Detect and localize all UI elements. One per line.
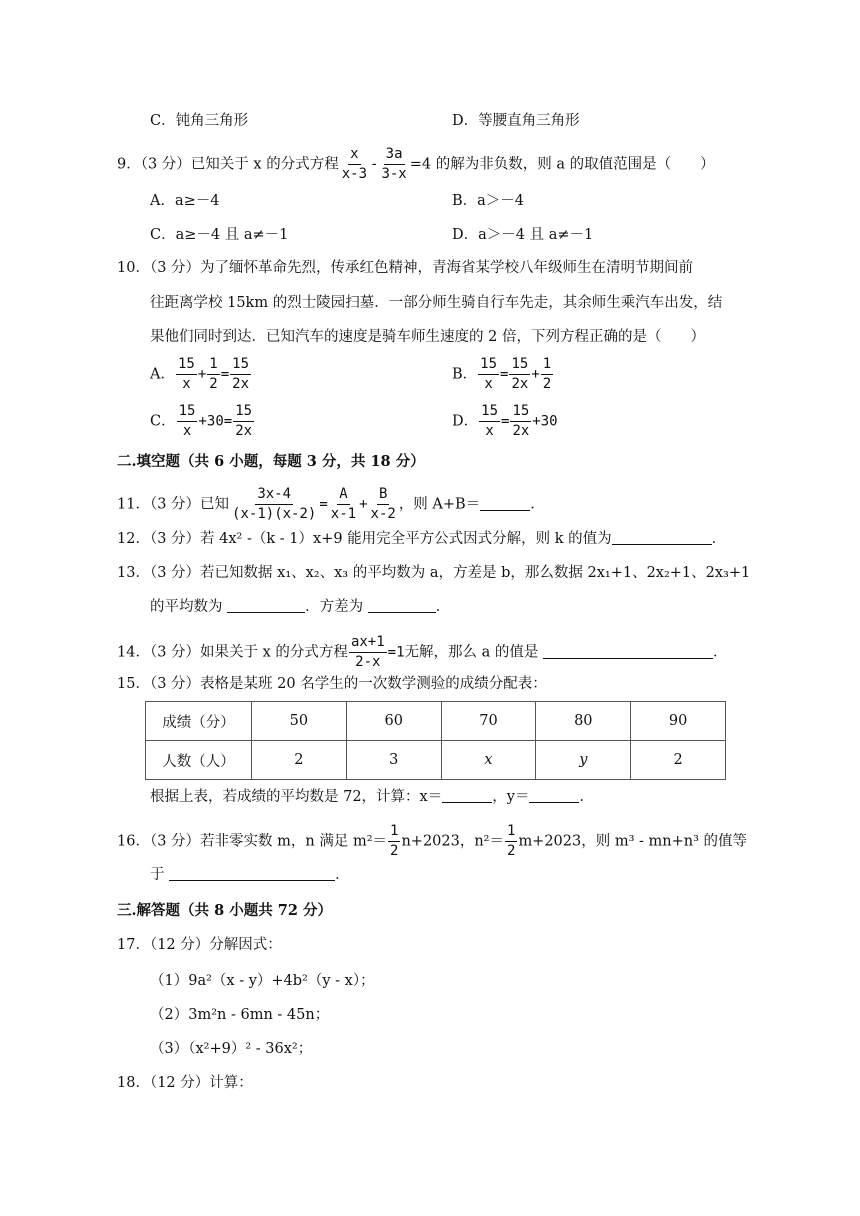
fraction xyxy=(509,356,530,393)
answer-blank[interactable] xyxy=(169,866,335,881)
q16-line-2 xyxy=(150,866,350,884)
q9-stem-pre: 9．（3 分）已知关于 x 的分式方程 xyxy=(117,156,339,173)
table-cell: 50 xyxy=(252,702,347,741)
q16-line2: 于 xyxy=(150,867,165,883)
q10-line-3: 果他们同时到达．已知汽车的速度是骑车师生速度的 2 倍，下列方程正确的是（ ） xyxy=(150,329,705,345)
q13-end: ． xyxy=(435,599,451,615)
fraction-numerator: 15 xyxy=(230,356,251,375)
q16-pre: 16．（3 分）若非零实数 m，n 满足 m²＝ xyxy=(117,833,388,850)
table-cell: 3 xyxy=(346,741,441,780)
answer-blank[interactable] xyxy=(442,788,492,803)
fraction-denominator: x-1 xyxy=(330,506,357,522)
fraction-denominator: 3-x xyxy=(381,166,407,182)
fraction-numerator: 1 xyxy=(505,823,517,842)
fraction xyxy=(478,356,499,393)
fraction xyxy=(388,823,400,860)
q9-fraction-2 xyxy=(379,146,408,183)
q9-option-a: A．a≥－4 xyxy=(150,193,220,209)
q9-stem xyxy=(117,146,715,183)
fraction-denominator: 2x xyxy=(511,376,529,392)
q10-option-d xyxy=(452,403,558,440)
answer-blank[interactable] xyxy=(480,496,530,511)
fraction-numerator: 15 xyxy=(510,403,531,422)
q9-option-c: C．a≥－4 且 a≠－1 xyxy=(150,227,289,243)
q14-stem xyxy=(117,634,728,671)
answer-blank[interactable] xyxy=(368,598,436,613)
q10-option-a xyxy=(150,356,252,393)
q15-follow-b: ，y＝ xyxy=(492,789,530,805)
fraction-numerator: 15 xyxy=(479,403,500,422)
fraction-numerator: ax+1 xyxy=(349,634,387,653)
fraction xyxy=(505,823,517,860)
fraction-denominator: 2x xyxy=(232,376,250,392)
fraction xyxy=(177,403,198,440)
q13-line2-a: 的平均数为 xyxy=(150,599,223,615)
fraction-denominator: 2-x xyxy=(355,654,381,670)
q17-stem: 17．（12 分）分解因式： xyxy=(117,937,282,953)
operator: + xyxy=(531,366,540,383)
option-label: D． xyxy=(452,413,479,430)
fraction-denominator: x xyxy=(484,376,493,392)
fraction-numerator: 3a xyxy=(384,146,405,165)
answer-blank[interactable] xyxy=(227,598,305,613)
q9-minus: - xyxy=(370,156,379,173)
q9-option-b: B．a＞－4 xyxy=(452,193,525,209)
fraction xyxy=(207,356,219,393)
q10-line-2: 往距离学校 15km 的烈士陵园扫墓．一部分师生骑自行车先走，其余师生乘汽车出发，结 xyxy=(150,295,723,311)
table-cell: 2 xyxy=(252,741,347,780)
fraction xyxy=(479,403,500,440)
fraction xyxy=(541,356,553,393)
q12-text: 12．（3 分）若 4x² -（k - 1）x+9 能用完全平方公式因式分解，则 k 的值为 xyxy=(117,531,612,547)
fraction xyxy=(233,403,254,440)
q10-option-b xyxy=(452,356,554,393)
table-cell: x xyxy=(441,741,536,780)
q17-item-1: （1）9a²（x - y）+4b²（y - x）； xyxy=(150,973,375,989)
table-cell: y xyxy=(536,741,631,780)
fraction-numerator: 15 xyxy=(478,356,499,375)
q11-stem xyxy=(117,486,545,523)
fraction-numerator: 15 xyxy=(177,403,198,422)
table-cell: 60 xyxy=(346,702,441,741)
q18-stem: 18．（12 分）计算： xyxy=(117,1075,253,1091)
fraction-numerator: B xyxy=(377,486,389,505)
option-label: C． xyxy=(150,413,176,430)
fraction-numerator: A xyxy=(337,486,349,505)
fraction-numerator: 3x-4 xyxy=(255,486,293,505)
option-label: B． xyxy=(452,366,478,383)
q16-end: ． xyxy=(335,867,350,883)
q13-line-1: 13．（3 分）若已知数据 x₁、x₂、x₃ 的平均数为 a，方差是 b，那么数据 2x₁+1、2x₂+1、2x₃+1 xyxy=(117,565,751,581)
q13-line-2 xyxy=(150,598,450,616)
q14-pre: 14．（3 分）如果关于 x 的分式方程 xyxy=(117,644,348,661)
table-row xyxy=(146,741,726,780)
operator: +30= xyxy=(198,413,233,430)
q13-line2-b: ．方差为 xyxy=(305,599,364,615)
q15-end: ． xyxy=(579,789,594,805)
q8-option-d: D．等腰直角三角形 xyxy=(452,113,580,129)
table-cell: 2 xyxy=(631,741,726,780)
q9-option-d: D．a＞－4 且 a≠－1 xyxy=(452,227,594,243)
q14-end: ． xyxy=(713,644,728,661)
q9-fraction-1 xyxy=(340,146,369,183)
fraction-numerator: 15 xyxy=(176,356,197,375)
q10-line-1: 10．（3 分）为了缅怀革命先烈，传承红色精神，青海省某学校八年级师生在清明节期间前 xyxy=(117,260,694,276)
q11-end: ． xyxy=(530,496,545,513)
section-2-heading: 二.填空题（共 6 小题，每题 3 分，共 18 分） xyxy=(117,453,425,470)
q9-stem-post: =4 的解为非负数，则 a 的取值范围是（ ） xyxy=(409,156,715,173)
table-cell: 70 xyxy=(441,702,536,741)
fraction-denominator: 2x xyxy=(235,423,253,439)
q12-end: ． xyxy=(711,531,727,547)
q15-follow-a: 根据上表，若成绩的平均数是 72，计算：x＝ xyxy=(150,789,443,805)
q15-stem: 15．（3 分）表格是某班 20 名学生的一次数学测验的成绩分配表： xyxy=(117,676,547,692)
fraction xyxy=(329,486,358,523)
q10-option-c xyxy=(150,403,255,440)
section-3-heading: 三.解答题（共 8 小题共 72 分） xyxy=(117,902,333,919)
fraction-denominator: x-2 xyxy=(370,506,396,522)
fraction-numerator: 1 xyxy=(541,356,553,375)
fraction-denominator: x xyxy=(182,423,192,439)
fraction-denominator: 2 xyxy=(209,376,218,392)
fraction xyxy=(230,486,318,523)
table-cell: 人数（人） xyxy=(146,741,252,780)
fraction-denominator: (x-1)(x-2) xyxy=(232,506,317,522)
operator: + xyxy=(359,496,368,513)
fraction-denominator: x xyxy=(485,423,494,439)
option-label: A． xyxy=(150,366,175,383)
answer-blank[interactable] xyxy=(612,530,712,545)
fraction-denominator: 2 xyxy=(542,376,552,392)
operator: = xyxy=(319,496,328,513)
q8-option-c: C．钝角三角形 xyxy=(150,113,249,129)
operator: = xyxy=(500,366,509,383)
table-row xyxy=(146,702,726,741)
fraction-denominator: 2 xyxy=(390,843,399,859)
operator: = xyxy=(220,366,230,383)
q12-stem xyxy=(117,530,726,548)
q15-follow xyxy=(150,788,594,806)
operator: +30 xyxy=(532,413,558,430)
fraction-denominator: 2x xyxy=(512,423,530,439)
table-cell: 90 xyxy=(631,702,726,741)
fraction xyxy=(176,356,197,393)
operator: = xyxy=(501,413,510,430)
score-table xyxy=(145,701,726,780)
fraction-numerator: 15 xyxy=(233,403,254,422)
q11-pre: 11．（3 分）已知 xyxy=(117,496,230,513)
q16-mid: n+2023，n²＝ xyxy=(401,833,504,850)
fraction-denominator: x xyxy=(182,376,191,392)
operator: + xyxy=(197,366,207,383)
fraction-denominator: 2 xyxy=(507,843,516,859)
q14-post: 无解，那么 a 的值是 xyxy=(404,644,539,661)
fraction xyxy=(230,356,251,393)
table-cell: 80 xyxy=(536,702,631,741)
operator: =1 xyxy=(387,644,405,661)
fraction-numerator: 1 xyxy=(207,356,219,375)
fraction-numerator: 1 xyxy=(388,823,400,842)
q16-mid-end: m+2023，则 m³ - mn+n³ 的值等 xyxy=(518,833,748,850)
q16-line-1 xyxy=(117,823,747,860)
fraction xyxy=(369,486,398,523)
table-cell: 成绩（分） xyxy=(146,702,252,741)
fraction xyxy=(349,634,387,671)
answer-blank[interactable] xyxy=(529,788,579,803)
q11-post: ，则 A+B＝ xyxy=(398,496,481,513)
fraction-numerator: x xyxy=(348,146,360,165)
fraction xyxy=(510,403,531,440)
fraction-numerator: 15 xyxy=(509,356,530,375)
answer-blank[interactable] xyxy=(543,644,713,659)
q17-item-2: （2）3m²n - 6mn - 45n； xyxy=(150,1007,330,1023)
fraction-denominator: x-3 xyxy=(341,166,368,182)
q17-item-3: （3）（x²+9）² - 36x²； xyxy=(150,1041,313,1057)
